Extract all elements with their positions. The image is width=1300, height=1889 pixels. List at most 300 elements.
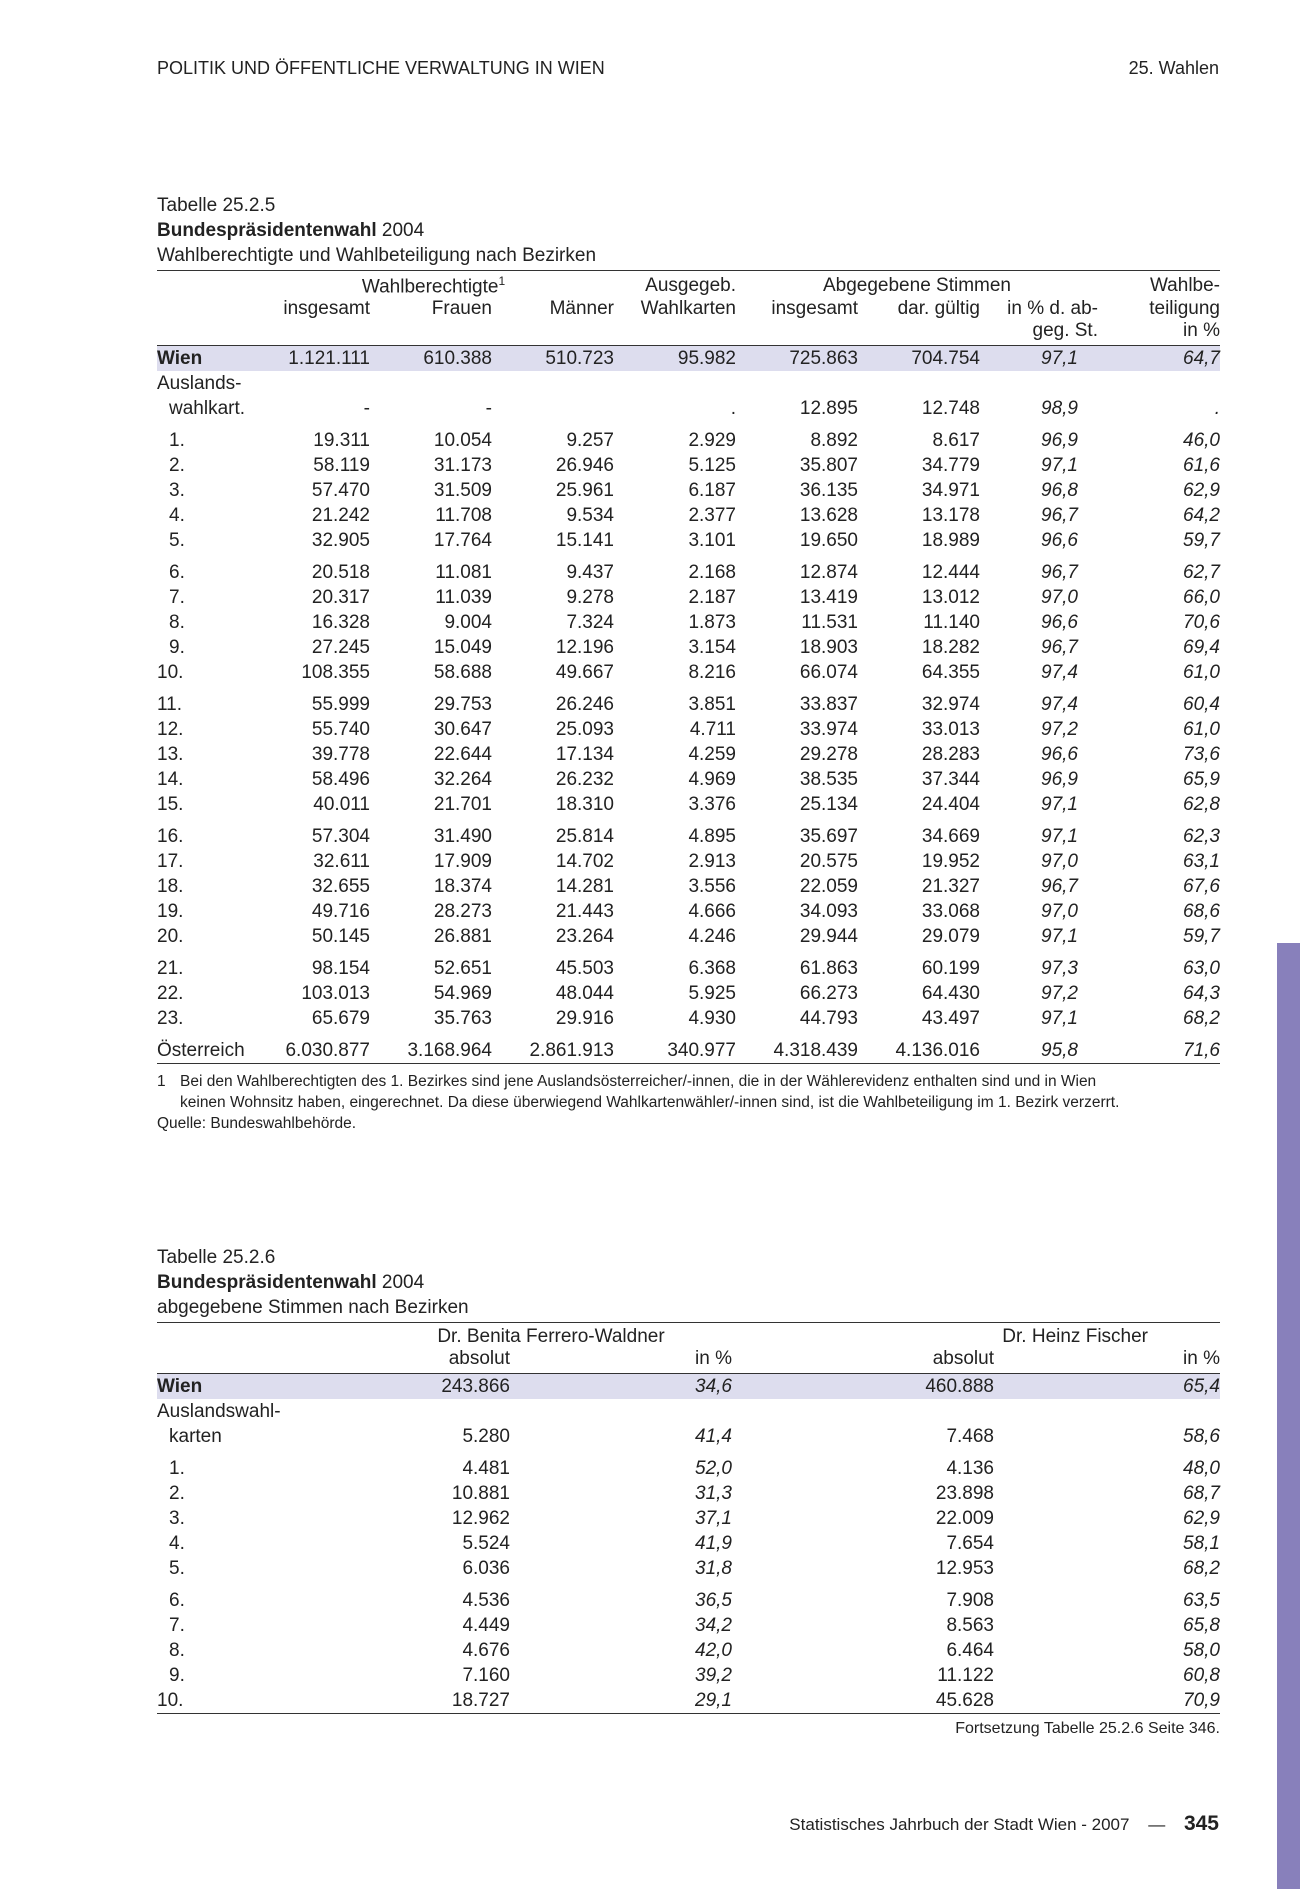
table-cell: 3. <box>169 1508 185 1529</box>
table-cell: 3.376 <box>688 794 736 816</box>
table-cell: 64.430 <box>921 983 980 1005</box>
col-header: insgesamt <box>771 298 858 320</box>
table-row <box>157 478 1220 503</box>
table-cell: 2.377 <box>688 505 736 527</box>
table-cell: - <box>485 398 492 420</box>
table-cell: 22.644 <box>433 744 492 766</box>
table-cell: 41,9 <box>695 1533 732 1554</box>
table-cell: 7. <box>169 1615 185 1636</box>
table-cell: 36,5 <box>695 1590 732 1611</box>
table-cell: 43.497 <box>921 1008 980 1030</box>
table-cell: 34.093 <box>799 901 858 923</box>
table-cell: 28.283 <box>921 744 980 766</box>
table-cell: 31,3 <box>695 1483 732 1504</box>
col-header: in % <box>994 1348 1220 1374</box>
table-cell: 45.503 <box>555 958 614 980</box>
table-cell: 9. <box>169 637 185 659</box>
table-cell: 29.278 <box>799 744 858 766</box>
table-cell: 97,2 <box>1041 983 1078 1005</box>
table-cell: - <box>363 398 370 420</box>
table-cell: 12.196 <box>555 637 614 659</box>
table-cell: 18.282 <box>921 637 980 659</box>
table-cell: 4.449 <box>462 1615 510 1636</box>
table-cell: 4.711 <box>689 719 736 741</box>
table-cell: 10.881 <box>451 1483 510 1504</box>
table-cell: 21.443 <box>555 901 614 923</box>
table-row <box>157 1481 1220 1506</box>
table-row <box>157 1006 1220 1031</box>
table-cell: 25.093 <box>555 719 614 741</box>
table-cell: 8.563 <box>946 1615 994 1636</box>
table-cell: 9.257 <box>566 430 614 452</box>
table-cell: 58,1 <box>1183 1533 1220 1554</box>
table-row <box>157 685 1220 717</box>
table-cell: 95.982 <box>614 346 736 372</box>
table-row <box>157 371 1220 396</box>
table-cell: 19.311 <box>313 430 370 452</box>
table-row <box>157 1581 1220 1613</box>
table-row <box>157 792 1220 817</box>
table-cell: 73,6 <box>1183 744 1220 766</box>
running-header-left: POLITIK UND ÖFFENTLICHE VERWALTUNG IN WIEN <box>157 58 605 78</box>
table-cell: 59,7 <box>1183 530 1220 552</box>
table-cell: 37.344 <box>921 769 980 791</box>
page-number: 345 <box>1183 1812 1219 1835</box>
table-cell: 29.079 <box>921 926 980 948</box>
table-cell: 37,1 <box>695 1508 732 1529</box>
table-subtitle: abgegebene Stimmen nach Bezirken <box>157 1297 469 1318</box>
table-cell: 68,6 <box>1183 901 1220 923</box>
table-cell: 66.074 <box>799 662 858 684</box>
table-cell: 97,1 <box>1041 1008 1078 1030</box>
group-header-ausgegeb: Ausgegeb. <box>614 271 736 299</box>
page-footer: Statistisches Jahrbuch der Stadt Wien - 2007 — 345 <box>789 1812 1219 1835</box>
table-cell: 62,3 <box>1183 826 1220 848</box>
table-cell: Auslands- <box>157 373 242 395</box>
table-25-2-5 <box>157 193 1220 1134</box>
col-header: Wahlkarten <box>640 298 736 320</box>
table-cell: 70,6 <box>1183 612 1220 634</box>
table-cell: 3.168.964 <box>370 1031 492 1064</box>
table-cell: 63,1 <box>1183 851 1220 873</box>
table-cell: 97,1 <box>980 346 1098 372</box>
table-cell: 96,7 <box>1041 562 1078 584</box>
table-cell: 45.628 <box>732 1688 994 1714</box>
table-cell: 59,7 <box>1183 926 1220 948</box>
table-cell: 6.030.877 <box>253 1031 370 1064</box>
table-cell: 1. <box>169 1458 185 1479</box>
table-cell: 8.617 <box>932 430 980 452</box>
table-cell: 95,8 <box>980 1031 1098 1064</box>
table-cell: 2.861.913 <box>492 1031 614 1064</box>
table-cell: 23.898 <box>935 1483 994 1504</box>
table-cell: 3. <box>169 480 185 502</box>
col-header: in % d. ab- <box>1007 298 1098 320</box>
table-cell: 60.199 <box>921 958 980 980</box>
table-cell: 96,7 <box>1041 637 1078 659</box>
table-cell: 31.490 <box>433 826 492 848</box>
table-cell: 70,9 <box>994 1688 1220 1714</box>
table-cell: 17. <box>157 851 184 873</box>
table-cell: 6. <box>169 1590 185 1611</box>
table-cell: 34.779 <box>921 455 980 477</box>
table-cell: 6.187 <box>688 480 736 502</box>
table-cell: 3.154 <box>688 637 736 659</box>
table-cell: 98.154 <box>311 958 370 980</box>
table-row <box>157 453 1220 478</box>
table-cell: 7.468 <box>946 1426 994 1447</box>
table-row <box>157 1556 1220 1581</box>
table-row <box>157 1663 1220 1688</box>
table-cell: 23.264 <box>555 926 614 948</box>
table-row <box>157 553 1220 585</box>
table-cell: 29,1 <box>510 1688 732 1714</box>
table-cell: 62,8 <box>1183 794 1220 816</box>
table-cell: 52.651 <box>433 958 492 980</box>
table-cell: 24.404 <box>921 794 980 816</box>
table-cell: 14. <box>157 769 184 791</box>
table-cell: 65,4 <box>994 1374 1220 1400</box>
col-header: teiligung <box>1149 298 1220 320</box>
table-row <box>157 635 1220 660</box>
table-cell: 33.068 <box>921 901 980 923</box>
table-cell: 15. <box>157 794 184 816</box>
table-cell: 35.763 <box>433 1008 492 1030</box>
table-cell: 32.974 <box>921 694 980 716</box>
table-cell: 9.534 <box>566 505 614 527</box>
table-cell: 10.054 <box>433 430 492 452</box>
table-cell: 14.281 <box>555 876 614 898</box>
table-cell: 97,3 <box>1041 958 1078 980</box>
table-row <box>157 924 1220 949</box>
table-cell: 57.470 <box>311 480 370 502</box>
table-cell: 4. <box>169 505 185 527</box>
table-cell: 9.437 <box>566 562 614 584</box>
table-cell: 340.977 <box>614 1031 736 1064</box>
table-row <box>157 981 1220 1006</box>
table-cell: 28.273 <box>433 901 492 923</box>
table-cell: 18. <box>157 876 184 898</box>
table-cell: 44.793 <box>799 1008 858 1030</box>
col-header: geg. St. <box>980 320 1098 346</box>
table-cell: 35.697 <box>799 826 858 848</box>
table-cell: 26.881 <box>433 926 492 948</box>
table-cell: 18.310 <box>555 794 614 816</box>
table-cell: 17.134 <box>555 744 614 766</box>
table-cell: 97,1 <box>1041 455 1078 477</box>
table-row <box>157 899 1220 924</box>
table-cell: 3.101 <box>688 530 736 552</box>
table-cell: 55.740 <box>311 719 370 741</box>
table-cell: 65,9 <box>1183 769 1220 791</box>
table-cell: 96,6 <box>1041 530 1078 552</box>
chapter-tab-bar <box>1277 943 1300 1889</box>
table-cell: 32.611 <box>313 851 370 873</box>
table-cell: 21.701 <box>433 794 492 816</box>
table-cell: 15.141 <box>555 530 614 552</box>
table-cell: 63,0 <box>1183 958 1220 980</box>
table-cell: 4.246 <box>688 926 736 948</box>
table-cell: 96,6 <box>1041 744 1078 766</box>
table-cell: 16.328 <box>311 612 370 634</box>
table-cell: 54.969 <box>433 983 492 1005</box>
table-cell: 19.952 <box>921 851 980 873</box>
table-cell: 58,0 <box>1183 1640 1220 1661</box>
table-cell <box>492 396 614 421</box>
table-row <box>157 503 1220 528</box>
table-cell: 17.764 <box>433 530 492 552</box>
table-cell: 11.140 <box>923 612 980 634</box>
table-cell: 6.036 <box>462 1558 510 1579</box>
table-cell: 69,4 <box>1183 637 1220 659</box>
table-cell: 11.708 <box>435 505 492 527</box>
table-cell: 5.524 <box>462 1533 510 1554</box>
col-header: dar. gültig <box>897 298 980 320</box>
table-cell: 39.778 <box>311 744 370 766</box>
table-cell: 4.930 <box>688 1008 736 1030</box>
table-cell: 11.122 <box>937 1665 994 1686</box>
table-cell: Wien <box>157 1374 370 1400</box>
table-cell: 8.216 <box>688 662 736 684</box>
table-cell: 96,6 <box>1041 612 1078 634</box>
table-row <box>157 660 1220 685</box>
table-cell: 21.242 <box>311 505 370 527</box>
table-cell: 97,0 <box>1041 901 1078 923</box>
table-cell: 4.969 <box>688 769 736 791</box>
table-row <box>157 396 1220 421</box>
table-cell: 64,7 <box>1098 346 1220 372</box>
table-cell: 10. <box>157 662 184 684</box>
table-cell: 34,2 <box>695 1615 732 1636</box>
table-25-2-6 <box>157 1245 1220 1738</box>
table-cell: 97,1 <box>1041 826 1078 848</box>
table-cell: 49.667 <box>555 662 614 684</box>
table-cell: 66,0 <box>1183 587 1220 609</box>
table-cell: 6.464 <box>946 1640 994 1661</box>
table-cell: 98,9 <box>1041 398 1078 420</box>
table-cell: 12.874 <box>799 562 858 584</box>
table-cell: 9.278 <box>566 587 614 609</box>
table-cell: 65.679 <box>311 1008 370 1030</box>
table-cell: 60,4 <box>1183 694 1220 716</box>
table-cell: 21.327 <box>921 876 980 898</box>
table-cell: 58.119 <box>313 455 370 477</box>
table-cell: 48.044 <box>555 983 614 1005</box>
table-row <box>157 849 1220 874</box>
table-cell: 97,1 <box>1041 794 1078 816</box>
table-cell: 26.232 <box>555 769 614 791</box>
running-header-right: 25. Wahlen <box>1128 58 1219 78</box>
table-cell: 13.628 <box>799 505 858 527</box>
table-cell: 62,9 <box>1183 480 1220 502</box>
table-cell: 4.536 <box>462 1590 510 1611</box>
table-cell: 8. <box>169 1640 185 1661</box>
table-cell: 58.688 <box>433 662 492 684</box>
table-cell: 29.753 <box>433 694 492 716</box>
table-cell: 510.723 <box>492 346 614 372</box>
table-cell: wahlkart. <box>169 398 246 420</box>
table-caption <box>157 1245 1220 1320</box>
table-cell: 35.807 <box>799 455 858 477</box>
table-cell: 4.259 <box>688 744 736 766</box>
table-cell: 1.121.111 <box>253 346 370 372</box>
table-cell: 58,6 <box>1183 1426 1220 1447</box>
turnout-table <box>157 270 1220 1064</box>
table-cell: 22. <box>157 983 184 1005</box>
table-cell: 31.173 <box>433 455 492 477</box>
table-cell: 4.481 <box>462 1458 510 1479</box>
col-header: Frauen <box>431 298 492 320</box>
table-row <box>157 949 1220 981</box>
table-cell: 4. <box>169 1533 185 1554</box>
table-cell: 38.535 <box>799 769 858 791</box>
table-cell: 29.916 <box>555 1008 614 1030</box>
table-cell: 25.814 <box>555 826 614 848</box>
table-row <box>157 585 1220 610</box>
table-row <box>157 717 1220 742</box>
table-cell: 243.866 <box>370 1374 510 1400</box>
table-caption <box>157 193 1220 268</box>
table-row <box>157 1424 1220 1449</box>
table-cell: 2.913 <box>688 851 736 873</box>
table-cell: 13. <box>157 744 184 766</box>
table-cell: 32.264 <box>433 769 492 791</box>
table-cell: 39,2 <box>695 1665 732 1686</box>
table-cell: 13.012 <box>921 587 980 609</box>
table-cell: 7.160 <box>462 1665 510 1686</box>
table-cell: 10. <box>157 1688 370 1714</box>
table-cell: 3.851 <box>688 694 736 716</box>
table-cell: 1. <box>169 430 185 452</box>
col-header: absolut <box>732 1348 994 1374</box>
table-cell: 25.961 <box>555 480 614 502</box>
table-cell: 97,1 <box>1041 926 1078 948</box>
table-row <box>157 421 1220 453</box>
table-cell: 65,8 <box>1183 1615 1220 1636</box>
candidate-header-fischer: Dr. Heinz Fischer <box>732 1323 1220 1349</box>
table-cell: 4.318.439 <box>736 1031 858 1064</box>
votes-table <box>157 1322 1220 1714</box>
table-cell: 61,0 <box>1183 719 1220 741</box>
table-cell: 19.650 <box>799 530 858 552</box>
table-cell: karten <box>169 1426 222 1447</box>
table-cell: 18.374 <box>433 876 492 898</box>
table-row <box>157 1506 1220 1531</box>
table-cell: 26.946 <box>555 455 614 477</box>
table-cell: 7.654 <box>946 1533 994 1554</box>
table-cell: 20.518 <box>311 562 370 584</box>
table-cell: 16. <box>157 826 184 848</box>
table-number: Tabelle 25.2.5 <box>157 195 276 216</box>
table-cell: 2.168 <box>688 562 736 584</box>
table-cell: 61.863 <box>799 958 858 980</box>
table-row <box>157 1374 1220 1400</box>
table-cell: 9.004 <box>444 612 492 634</box>
table-cell: 33.974 <box>799 719 858 741</box>
table-cell: 32.655 <box>311 876 370 898</box>
table-cell: 22.009 <box>935 1508 994 1529</box>
col-header: absolut <box>370 1348 510 1374</box>
table-cell: 5. <box>169 1558 185 1579</box>
table-cell: 67,6 <box>1183 876 1220 898</box>
table-row <box>157 1399 1220 1424</box>
table-cell: 36.135 <box>799 480 858 502</box>
table-cell: 12.748 <box>921 398 980 420</box>
table-cell: 3.556 <box>688 876 736 898</box>
table-cell: 460.888 <box>732 1374 994 1400</box>
table-cell: 57.304 <box>311 826 370 848</box>
table-cell: 41,4 <box>695 1426 732 1447</box>
table-cell: 34.971 <box>921 480 980 502</box>
col-header: in % <box>510 1348 732 1374</box>
table-cell: 22.059 <box>799 876 858 898</box>
table-cell: 21. <box>157 958 184 980</box>
table-cell: 1.873 <box>688 612 736 634</box>
table-row <box>157 874 1220 899</box>
table-cell: 4.895 <box>688 826 736 848</box>
table-cell: 32.905 <box>311 530 370 552</box>
table-row <box>157 610 1220 635</box>
table-cell: 2. <box>169 1483 185 1504</box>
table-cell: 34.669 <box>921 826 980 848</box>
table-row <box>157 1031 1220 1064</box>
table-row <box>157 528 1220 553</box>
table-cell: 64,2 <box>1183 505 1220 527</box>
table-cell: 20. <box>157 926 184 948</box>
table-cell: 4.136.016 <box>858 1031 980 1064</box>
group-header-abgegebene: Abgegebene Stimmen <box>736 271 1098 299</box>
table-cell: 96,7 <box>1041 505 1078 527</box>
table-cell: 49.716 <box>311 901 370 923</box>
table-cell: Auslandswahl- <box>157 1401 281 1422</box>
table-row <box>157 767 1220 792</box>
table-cell: 68,7 <box>1183 1483 1220 1504</box>
table-cell: 11.039 <box>435 587 492 609</box>
table-row <box>157 1688 1220 1714</box>
col-header: Männer <box>549 298 614 320</box>
table-cell: 66.273 <box>799 983 858 1005</box>
table-cell: 18.903 <box>799 637 858 659</box>
table-cell: 4.676 <box>462 1640 510 1661</box>
table-cell: 19. <box>157 901 184 923</box>
col-header: in % <box>1098 320 1220 346</box>
table-row <box>157 1638 1220 1663</box>
table-cell: Österreich <box>157 1031 253 1064</box>
table-number: Tabelle 25.2.6 <box>157 1247 276 1268</box>
table-cell: 13.178 <box>921 505 980 527</box>
candidate-header-ferrero-waldner: Dr. Benita Ferrero-Waldner <box>370 1323 732 1349</box>
table-cell: 13.419 <box>799 587 858 609</box>
table-cell: 96,9 <box>1041 769 1078 791</box>
table-cell: 50.145 <box>311 926 370 948</box>
table-cell: 2. <box>169 455 185 477</box>
table-cell: 12.444 <box>921 562 980 584</box>
table-cell: 7.908 <box>946 1590 994 1611</box>
table-cell: 46,0 <box>1183 430 1220 452</box>
table-cell: 64.355 <box>921 662 980 684</box>
table-cell: 12.953 <box>935 1558 994 1579</box>
table-cell: 71,6 <box>1098 1031 1220 1064</box>
table-cell: 12. <box>157 719 184 741</box>
table-cell: 26.246 <box>555 694 614 716</box>
table-cell: Wien <box>157 346 253 372</box>
table-cell: . <box>730 398 736 420</box>
group-header-wahlbe: Wahlbe- <box>1098 271 1220 299</box>
table-cell: 18.989 <box>921 530 980 552</box>
table-cell: 7.324 <box>566 612 614 634</box>
table-subtitle: Wahlberechtigte und Wahlbeteiligung nach Bezirken <box>157 245 597 266</box>
table-cell: 96,8 <box>1041 480 1078 502</box>
